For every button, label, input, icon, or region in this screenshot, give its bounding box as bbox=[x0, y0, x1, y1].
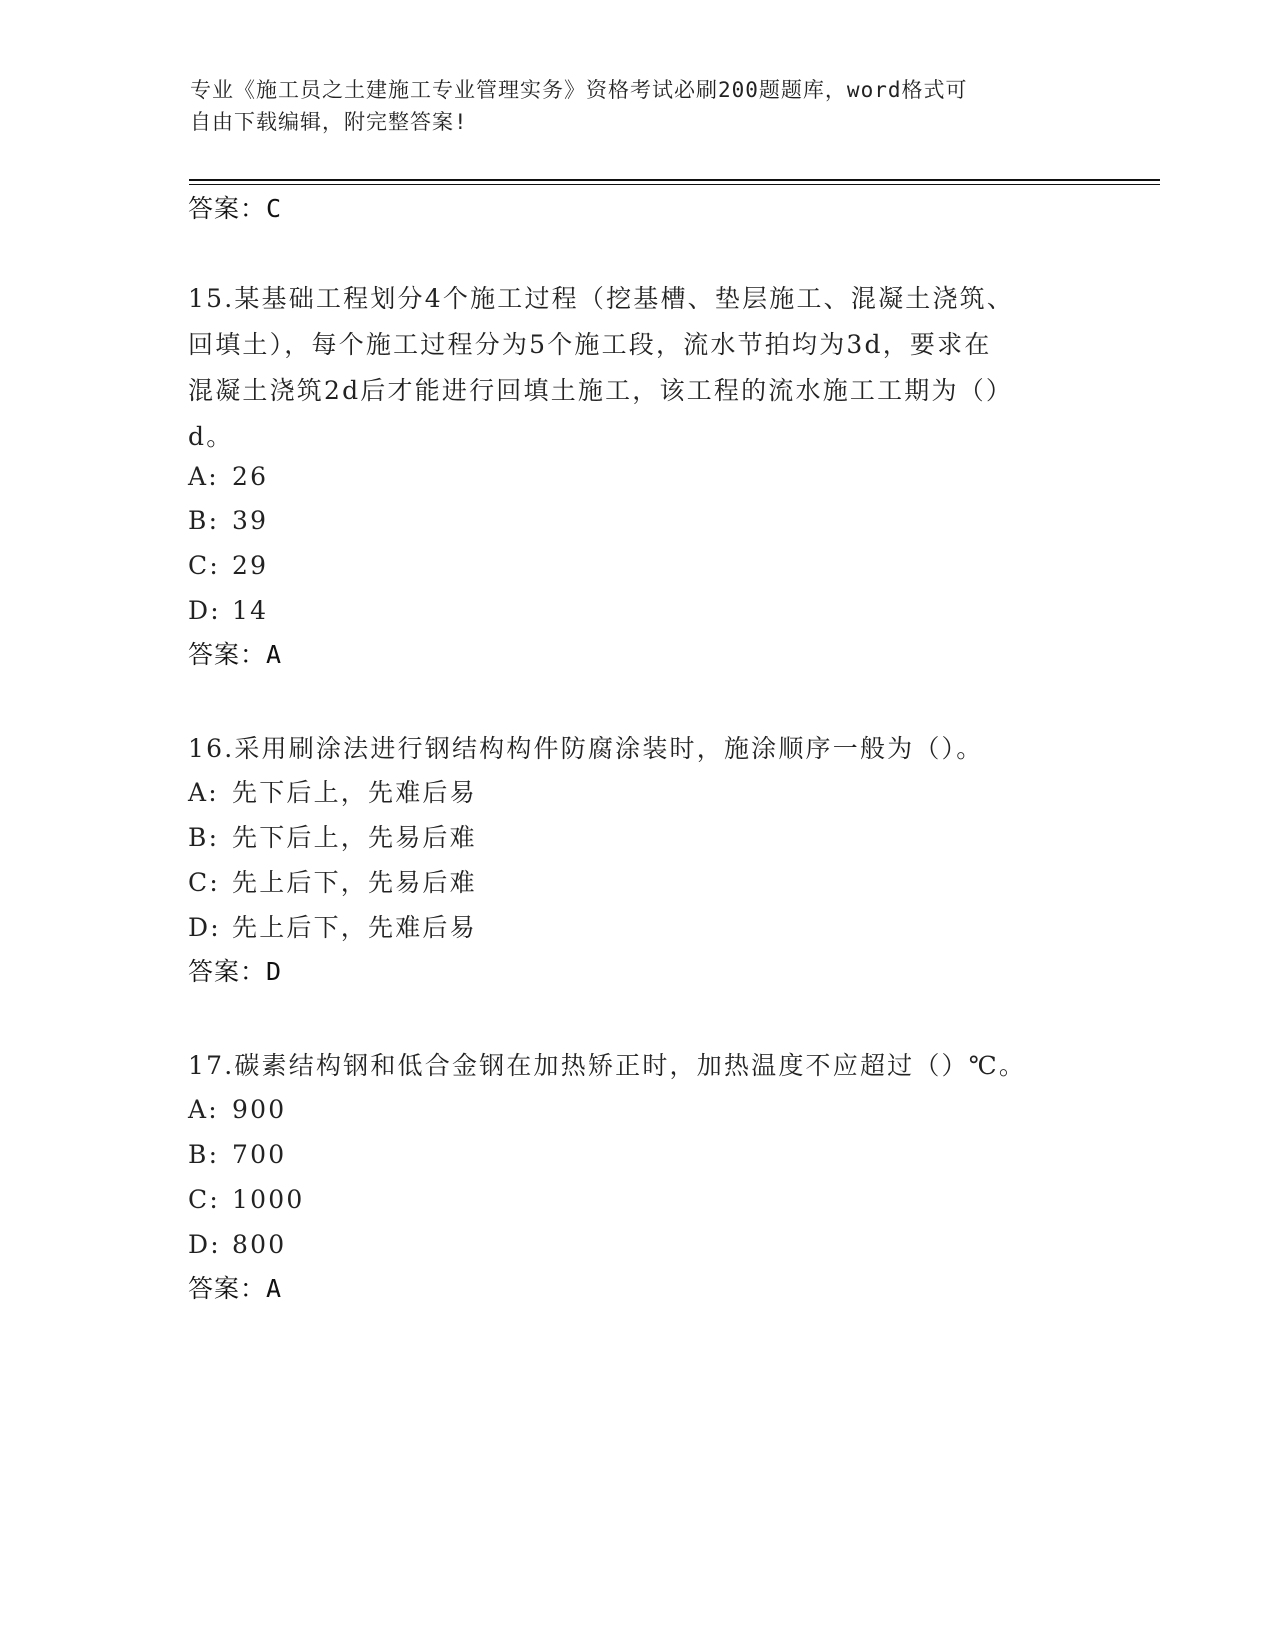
option-a bbox=[188, 776, 477, 810]
option-d bbox=[188, 911, 477, 945]
option-c bbox=[188, 866, 477, 900]
option-b bbox=[188, 504, 268, 538]
option-c bbox=[188, 549, 268, 583]
option-letter: D: bbox=[188, 913, 221, 942]
question-16 bbox=[188, 726, 1088, 772]
option-text: 14 bbox=[232, 596, 269, 625]
answer-17: 答案：A bbox=[188, 1274, 283, 1303]
option-letter: A: bbox=[188, 1095, 219, 1124]
option-letter: C: bbox=[188, 868, 220, 897]
option-text: 先下后上，先难后易 bbox=[232, 778, 477, 807]
option-a bbox=[188, 1093, 286, 1127]
option-text: 先上后下，先易后难 bbox=[232, 868, 477, 897]
question-text-line: 15.某基础工程划分4个施工过程（挖基槽、垫层施工、混凝土浇筑、 bbox=[188, 284, 1015, 313]
option-letter: B: bbox=[188, 506, 220, 535]
question-text-line: 混凝土浇筑2d后才能进行回填土施工，该工程的流水施工工期为（） bbox=[188, 376, 1014, 405]
page-header bbox=[190, 74, 1090, 138]
option-letter: A: bbox=[188, 462, 219, 491]
question-text-line: 回填土），每个施工过程分为5个施工段，流水节拍均为3d，要求在 bbox=[188, 330, 992, 359]
option-a bbox=[188, 460, 268, 494]
header-divider-thin bbox=[189, 184, 1160, 185]
answer-16: 答案：D bbox=[188, 957, 283, 986]
option-text: 先上后下，先难后易 bbox=[232, 913, 477, 942]
answer-previous: 答案：C bbox=[188, 194, 283, 223]
header-divider bbox=[189, 179, 1160, 181]
option-letter: A: bbox=[188, 778, 219, 807]
option-text: 29 bbox=[232, 551, 269, 580]
option-letter: C: bbox=[188, 1185, 220, 1214]
option-c bbox=[188, 1183, 304, 1217]
option-text: 900 bbox=[232, 1095, 287, 1124]
option-letter: D: bbox=[188, 596, 221, 625]
option-text: 700 bbox=[232, 1140, 287, 1169]
option-b bbox=[188, 1138, 286, 1172]
option-letter: C: bbox=[188, 551, 220, 580]
option-text: 800 bbox=[232, 1230, 287, 1259]
question-text-line: d。 bbox=[188, 422, 234, 451]
option-letter: D: bbox=[188, 1230, 221, 1259]
question-text-line: 16.采用刷涂法进行钢结构构件防腐涂装时，施涂顺序一般为（）。 bbox=[188, 734, 984, 763]
header-line-1: 专业《施工员之土建施工专业管理实务》资格考试必刷200题题库，word格式可 bbox=[190, 78, 968, 102]
question-17 bbox=[188, 1043, 1088, 1089]
option-d bbox=[188, 594, 268, 628]
option-letter: B: bbox=[188, 823, 220, 852]
header-line-2: 自由下载编辑，附完整答案! bbox=[190, 110, 468, 134]
option-text: 26 bbox=[232, 462, 269, 491]
option-text: 先下后上，先易后难 bbox=[232, 823, 477, 852]
option-letter: B: bbox=[188, 1140, 220, 1169]
option-text: 1000 bbox=[232, 1185, 305, 1214]
question-text-line: 17.碳素结构钢和低合金钢在加热矫正时，加热温度不应超过（）℃。 bbox=[188, 1051, 1027, 1080]
option-text: 39 bbox=[232, 506, 269, 535]
option-b bbox=[188, 821, 477, 855]
question-15 bbox=[188, 276, 1088, 460]
answer-15: 答案：A bbox=[188, 640, 283, 669]
option-d bbox=[188, 1228, 286, 1262]
